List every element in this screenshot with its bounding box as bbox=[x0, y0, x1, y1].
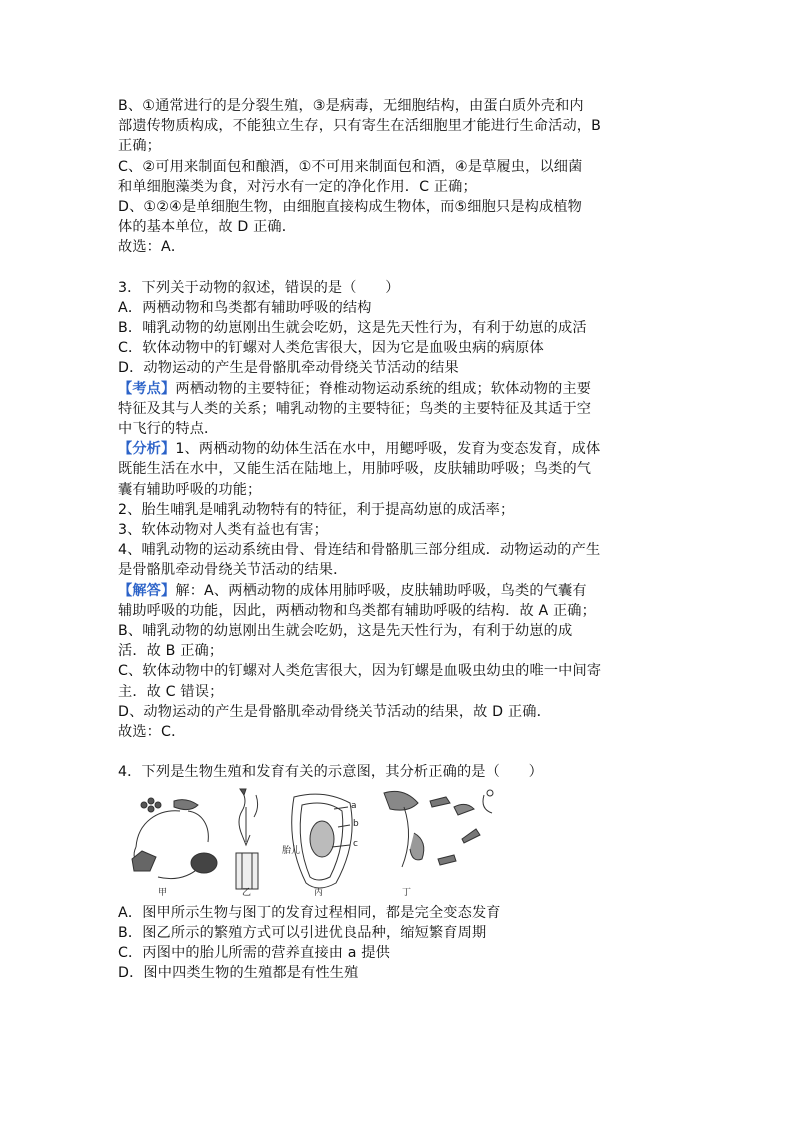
kaodian-text: 两栖动物的主要特征；脊椎动物运动系统的组成；软体动物的主要 bbox=[175, 380, 592, 397]
option-d: D．图中四类生物的生殖都是有性生殖 bbox=[118, 965, 359, 982]
option-d: D．动物运动的产生是骨骼肌牵动骨绕关节活动的结果 bbox=[118, 360, 459, 377]
text-line: 2、胎生哺乳是哺乳动物特有的特征，利于提高幼崽的成活率； bbox=[118, 501, 515, 518]
text-line: B、①通常进行的是分裂生殖，③是病毒，无细胞结构，由蛋白质外壳和内 bbox=[118, 98, 584, 114]
text-line: 活．故 B 正确； bbox=[118, 643, 224, 660]
text-line: 中飞行的特点． bbox=[118, 421, 219, 438]
text-line: 和单细胞藻类为食，对污水有一定的净化作用．C 正确； bbox=[118, 178, 477, 195]
answer-block-q2 bbox=[118, 96, 678, 258]
text-line: 辅助呼吸的功能，因此，两栖动物和鸟类都有辅助呼吸的结构．故 A 正确； bbox=[118, 602, 596, 619]
figure-label-a: a bbox=[351, 800, 357, 811]
fenxi-text: 1、两栖动物的幼体生活在水中，用鳃呼吸，发育为变态发育，成体 bbox=[175, 441, 601, 458]
text-line: 体的基本单位，故 D 正确． bbox=[118, 219, 297, 236]
figure-label-b: b bbox=[353, 818, 359, 829]
fenxi-line bbox=[118, 439, 678, 459]
kaodian-line bbox=[118, 379, 678, 399]
text-line: 4、哺乳动物的运动系统由骨、骨连结和骨骼肌三部分组成．动物运动的产生 bbox=[118, 542, 601, 559]
question-3 bbox=[118, 278, 678, 743]
option-c: C．丙图中的胎儿所需的营养直接由 a 提供 bbox=[118, 944, 390, 961]
text-line: 故选：C． bbox=[118, 724, 186, 741]
reproduction-figure bbox=[118, 787, 678, 899]
text-line: C、软体动物中的钉螺对人类危害很大，因为钉螺是血吸虫幼虫的唯一中间寄 bbox=[118, 663, 602, 680]
figure-label-fetus: 胎儿 bbox=[282, 845, 301, 856]
figure-label-bing: 丙 bbox=[314, 887, 324, 898]
option-b: B．图乙所示的繁殖方式可以引进优良品种，缩短繁育周期 bbox=[118, 924, 487, 941]
option-a: A．两栖动物和鸟类都有辅助呼吸的结构 bbox=[118, 299, 372, 316]
jieda-tag: 【解答】 bbox=[118, 582, 176, 599]
figure-label-c: c bbox=[353, 838, 358, 849]
text-line: 特征及其与人类的关系；哺乳动物的主要特征；鸟类的主要特征及其适于空 bbox=[118, 400, 592, 417]
text-line: 正确； bbox=[118, 138, 162, 155]
jieda-line bbox=[118, 581, 678, 601]
text-line: 故选：A． bbox=[118, 239, 186, 256]
text-line: 囊有辅助呼吸的功能； bbox=[118, 481, 262, 498]
figure-yi bbox=[236, 789, 258, 889]
figure-label-ding: 丁 bbox=[402, 887, 412, 898]
text-line: C、②可用来制面包和酿酒，①不可用来制面包和酒，④是草履虫，以细菌 bbox=[118, 158, 583, 175]
text-line: B、哺乳动物的幼崽刚出生就会吃奶，这是先天性行为，有利于幼崽的成 bbox=[118, 623, 573, 640]
text-line: D、①②④是单细胞生物，由细胞直接构成生物体，而⑤细胞只是构成植物 bbox=[118, 199, 583, 216]
text-line: 既能生活在水中，又能生活在陆地上，用肺呼吸，皮肤辅助呼吸；鸟类的气 bbox=[118, 461, 592, 478]
figure-label-jia: 甲 bbox=[158, 887, 168, 898]
figure-ding bbox=[384, 790, 493, 867]
question-stem: 3．下列关于动物的叙述，错误的是（ ） bbox=[118, 279, 400, 296]
text-line: D、动物运动的产生是骨骼肌牵动骨绕关节活动的结果，故 D 正确． bbox=[118, 703, 551, 720]
text-line: 部遗传物质构成，不能独立生存，只有寄生在活细胞里才能进行生命活动，B bbox=[118, 118, 602, 135]
option-c: C．软体动物中的钉螺对人类危害很大，因为它是血吸虫病的病原体 bbox=[118, 340, 544, 357]
jieda-text: 解：A、两栖动物的成体用肺呼吸，皮肤辅助呼吸，鸟类的气囊有 bbox=[175, 582, 587, 599]
figure-jia bbox=[132, 798, 217, 879]
question-stem: 4．下列是生物生殖和发育有关的示意图，其分析正确的是（ ） bbox=[118, 764, 543, 781]
text-line: 主．故 C 错误； bbox=[118, 683, 224, 700]
figure-bing bbox=[292, 794, 352, 888]
question-4 bbox=[118, 762, 678, 983]
kaodian-tag: 【考点】 bbox=[118, 380, 176, 397]
fenxi-tag: 【分析】 bbox=[118, 441, 176, 458]
option-a: A．图甲所示生物与图丁的发育过程相同，都是完全变态发育 bbox=[118, 904, 501, 921]
figure-label-yi: 乙 bbox=[242, 887, 252, 898]
option-b: B．哺乳动物的幼崽刚出生就会吃奶，这是先天性行为，有利于幼崽的成活 bbox=[118, 320, 587, 337]
text-line: 3、软体动物对人类有益也有害； bbox=[118, 522, 328, 539]
text-line: 是骨骼肌牵动骨绕关节活动的结果． bbox=[118, 562, 348, 579]
document-page bbox=[118, 96, 678, 983]
figure-drawing bbox=[118, 787, 498, 899]
